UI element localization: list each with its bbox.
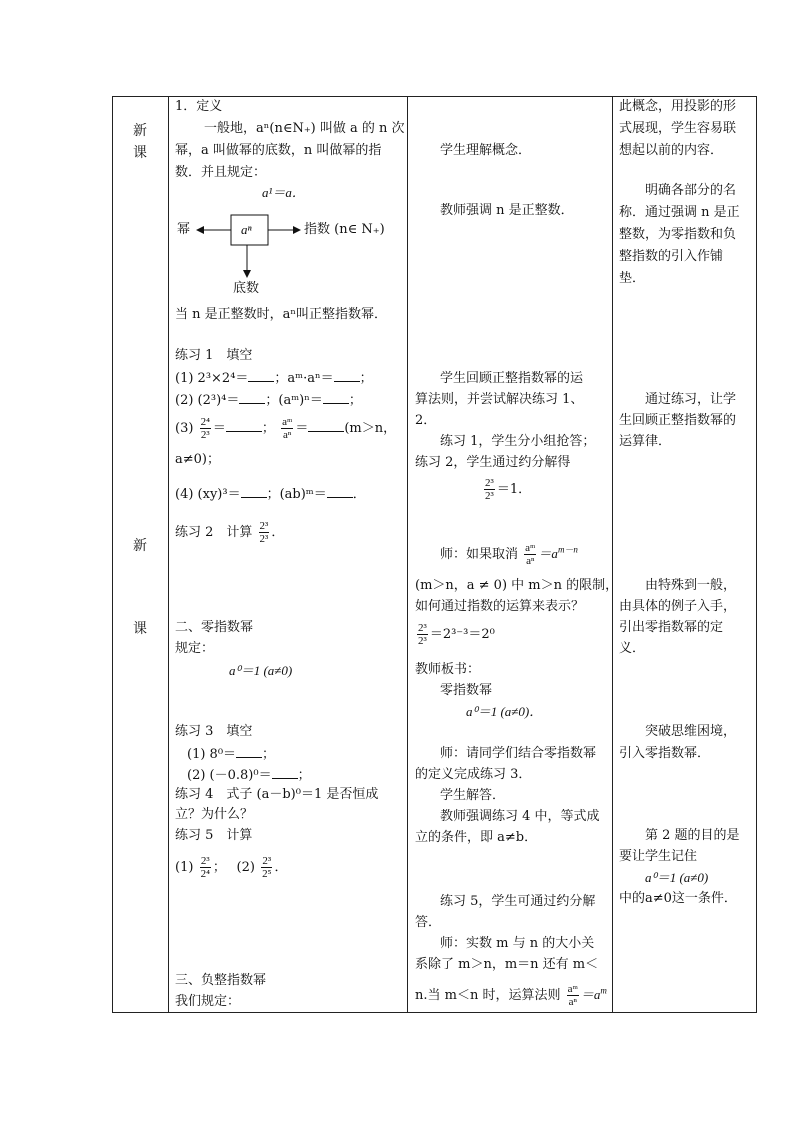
positive-integer-note: 当 n 是正整数时，aⁿ叫正整指数幂． bbox=[175, 307, 388, 322]
intent-general-1: 由特殊到一般， bbox=[645, 578, 737, 593]
intent-names-2: 称．通过强调 n 是正 bbox=[619, 205, 740, 220]
intent-general-3: 引出零指数幂的定 bbox=[619, 620, 724, 635]
column-divider-3 bbox=[612, 96, 613, 1013]
section-3-rule-label: 我们规定： bbox=[175, 994, 241, 1009]
fraction: $\frac{\text{2⁴}}{\text{2³}}$ bbox=[200, 416, 210, 441]
answer-blank[interactable] bbox=[248, 367, 274, 382]
activity-question-1: 师：如果取消 $\frac{\text{aᵐ}}{\text{aⁿ}}$ $=a^{m-n}$ bbox=[440, 542, 578, 567]
activity-exercise3-3: 学生解答． bbox=[440, 788, 506, 803]
exercise-1-item-1: (1) 2³×2⁴＝ ；aᵐ·aⁿ＝ ； bbox=[175, 367, 373, 390]
activity-review-1: 学生回顾正整指数幂的运 bbox=[440, 371, 584, 386]
activity-relation-2: 系除了 m＞n，m＝n 还有 m＜ bbox=[415, 957, 599, 972]
activity-exercise5-2: 答． bbox=[415, 915, 442, 930]
fraction: $\frac{\text{aᵐ}}{\text{aⁿ}}$ bbox=[282, 416, 293, 441]
fraction: $\frac{\text{2³}}{\text{2³}}$ bbox=[418, 622, 427, 647]
fraction: $\frac{\text{aᵐ}}{\text{aⁿ}}$ bbox=[567, 983, 578, 1008]
intent-concept-2: 式展现，学生容易联 bbox=[619, 121, 737, 136]
activity-question-3: 如何通过指数的运算来表示？ bbox=[415, 599, 585, 614]
diagram-arrowhead-down bbox=[243, 270, 251, 278]
activity-exercise4-2: 立的条件，即 a≠b． bbox=[415, 830, 538, 845]
intent-names-1: 明确各部分的名 bbox=[645, 183, 737, 198]
answer-blank[interactable] bbox=[239, 389, 265, 404]
section-2-rule-label: 规定： bbox=[175, 641, 215, 656]
intent-general-2: 由具体的例子入手， bbox=[619, 599, 737, 614]
exercise-3-item-1: (1) 8⁰＝ ； bbox=[187, 743, 275, 766]
answer-blank[interactable] bbox=[308, 417, 344, 432]
activity-board-3: a⁰＝1 (a≠0)． bbox=[466, 704, 543, 719]
section-1-title: 1．定义 bbox=[175, 99, 223, 114]
intent-names-4: 整指数的引入作铺 bbox=[619, 249, 724, 264]
activity-exercise5-1: 练习 5，学生可通过约分解 bbox=[440, 894, 596, 909]
side-label-xin-2: 新 bbox=[133, 538, 147, 554]
intent-condition-3: a⁰＝1 (a≠0) bbox=[645, 870, 709, 885]
activity-review-equation: $\frac{\text{2³}}{\text{2³}}$ ＝1． bbox=[485, 477, 532, 502]
exercise-5-title: 练习 5 计算 bbox=[175, 828, 253, 843]
definition-line-1: 一般地，aⁿ(n∈N₊) 叫做 a 的 n 次 bbox=[204, 121, 405, 136]
answer-blank[interactable] bbox=[323, 389, 349, 404]
activity-exercise3-1: 师：请同学们结合零指数幂 bbox=[440, 746, 597, 761]
side-label-ke-1: 课 bbox=[133, 145, 147, 161]
intent-practice-2: 生回顾正整指数幂的 bbox=[619, 413, 737, 428]
intent-names-3: 整数，为零指数和负 bbox=[619, 227, 737, 242]
intent-break-1: 突破思维困境， bbox=[645, 724, 737, 739]
exercise-4-line-1: 练习 4 式子 (a－b)⁰＝1 是否恒成 bbox=[175, 787, 379, 802]
exercise-1-item-2: (2) (2³)⁴＝ ；(aᵐ)ⁿ＝ ； bbox=[175, 389, 362, 412]
activity-understand: 学生理解概念． bbox=[440, 143, 532, 158]
exercise-5-items: (1) $\frac{\text{2³}}{\text{2⁴}}$ ； (2) $\frac{\text{2³}}{\text{2⁵}}$ ． bbox=[175, 855, 288, 880]
activity-relation-1: 师：实数 m 与 n 的大小关 bbox=[440, 936, 595, 951]
column-divider-2 bbox=[407, 96, 408, 1013]
activity-question-equation: $\frac{\text{2³}}{\text{2³}}$ ＝2³⁻³＝2⁰ bbox=[418, 622, 495, 647]
fraction: $\frac{\text{aᵐ}}{\text{aⁿ}}$ bbox=[525, 542, 536, 567]
intent-condition-1: 第 2 题的目的是 bbox=[645, 828, 740, 843]
exercise-1-title: 练习 1 填空 bbox=[175, 348, 253, 363]
diagram-label-center: aⁿ bbox=[241, 222, 252, 237]
intent-names-5: 垫． bbox=[619, 271, 646, 286]
diagram-label-exponent: 指数 (n∈ N₊) bbox=[304, 222, 385, 237]
activity-exercise3-2: 的定义完成练习 3． bbox=[415, 767, 532, 782]
intent-condition-4: 中的a≠0这一条件． bbox=[619, 891, 737, 906]
fraction: $\frac{\text{2³}}{\text{2³}}$ bbox=[259, 520, 269, 545]
activity-question-2: (m＞n，a ≠ 0) 中 m＞n 的限制， bbox=[415, 578, 619, 593]
intent-practice-3: 运算律． bbox=[619, 434, 672, 449]
side-label-ke-2: 课 bbox=[133, 621, 147, 637]
answer-blank[interactable] bbox=[327, 483, 353, 498]
activity-review-2: 算法则，并尝试解决练习 1、 bbox=[415, 392, 584, 407]
answer-blank[interactable] bbox=[236, 743, 262, 758]
definition-line-2: 幂，a 叫做幂的底数，n 叫做幂的指 bbox=[175, 143, 382, 158]
answer-blank[interactable] bbox=[241, 483, 267, 498]
table-border-right bbox=[756, 96, 757, 1013]
definition-rule: a¹＝a． bbox=[262, 185, 305, 200]
exercise-1-item-3: (3) $\frac{\text{2⁴}}{\text{2³}}$ ＝ ； $\frac{\text{aᵐ}}{\text{aⁿ}}$ ＝ (m＞n， bbox=[175, 416, 397, 441]
answer-blank[interactable] bbox=[272, 764, 298, 779]
answer-blank[interactable] bbox=[334, 367, 360, 382]
table-border-left bbox=[112, 96, 113, 1013]
diagram-arrowhead-right bbox=[293, 226, 301, 234]
section-2-title: 二、零指数幂 bbox=[175, 620, 254, 635]
exercise-3-title: 练习 3 填空 bbox=[175, 724, 253, 739]
exercise-3-item-2: (2) (－0.8)⁰＝ ； bbox=[187, 764, 311, 787]
activity-emphasize: 教师强调 n 是正整数． bbox=[440, 203, 574, 218]
activity-review-4: 练习 1，学生分小组抢答； bbox=[440, 434, 596, 449]
diagram-label-power: 幂 bbox=[177, 222, 191, 237]
section-3-title: 三、负整指数幂 bbox=[175, 973, 267, 988]
fraction: $\frac{\text{2³}}{\text{2³}}$ bbox=[485, 477, 494, 502]
activity-board-1: 教师板书： bbox=[415, 662, 481, 677]
activity-board-2: 零指数幂 bbox=[440, 683, 493, 698]
fraction: $\frac{\text{2³}}{\text{2⁴}}$ bbox=[200, 855, 210, 880]
intent-concept-3: 想起以前的内容． bbox=[619, 143, 724, 158]
fraction: $\frac{\text{2³}}{\text{2⁵}}$ bbox=[262, 855, 272, 880]
answer-blank[interactable] bbox=[226, 417, 262, 432]
exercise-2: 练习 2 计算 $\frac{\text{2³}}{\text{2³}}$ ． bbox=[175, 520, 285, 545]
activity-review-3: 2． bbox=[415, 413, 437, 428]
diagram-label-base: 底数 bbox=[233, 281, 260, 296]
activity-relation-3: n.当 m＜n 时，运算法则 $\frac{\text{aᵐ}}{\text{aⁿ}}$ $=a^m$ bbox=[415, 983, 607, 1008]
definition-line-3: 数．并且规定： bbox=[175, 165, 267, 180]
side-label-xin-1: 新 bbox=[133, 123, 147, 139]
activity-review-5: 练习 2，学生通过约分解得 bbox=[415, 455, 571, 470]
diagram-arrowhead-left bbox=[196, 226, 204, 234]
exercise-1-item-4: (4) (xy)³＝ ；(ab)ᵐ＝ ． bbox=[175, 483, 366, 506]
intent-general-4: 义． bbox=[619, 641, 646, 656]
intent-break-2: 引入零指数幂． bbox=[619, 746, 711, 761]
exercise-1-item-3-cont: a≠0)； bbox=[175, 452, 220, 467]
intent-concept-1: 此概念，用投影的形 bbox=[619, 99, 737, 114]
section-2-rule: a⁰＝1 (a≠0) bbox=[229, 663, 293, 678]
intent-condition-2: 要让学生记住 bbox=[619, 849, 698, 864]
exercise-4-line-2: 立？为什么？ bbox=[175, 807, 254, 822]
activity-exercise4-1: 教师强调练习 4 中，等式成 bbox=[440, 809, 600, 824]
intent-practice-1: 通过练习，让学 bbox=[645, 392, 737, 407]
